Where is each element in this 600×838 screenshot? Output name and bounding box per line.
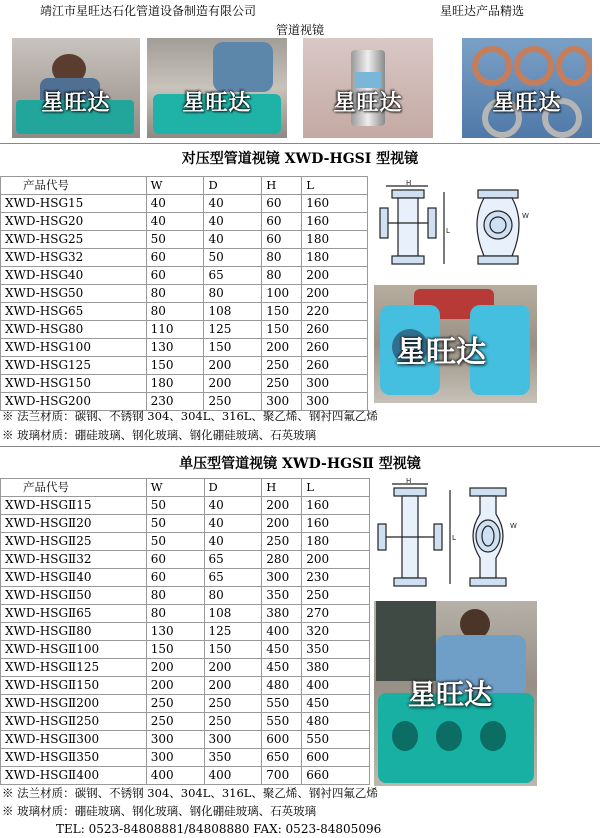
table-cell: 400 [302, 677, 370, 695]
table-row [1, 339, 368, 357]
table-cell: XWD-HSGⅡ250 [1, 713, 147, 731]
table-row [1, 195, 368, 213]
column-header: 产品代号 [1, 177, 147, 195]
table-cell: 250 [204, 695, 262, 713]
table-cell: 160 [302, 497, 370, 515]
table-cell: 80 [146, 285, 204, 303]
table-cell: 125 [204, 623, 262, 641]
table-cell: 320 [302, 623, 370, 641]
table-cell: 150 [204, 641, 262, 659]
table-cell: 250 [302, 587, 370, 605]
glass-material-note: ※ 玻璃材质：硼硅玻璃、钢化玻璃、钢化硼硅玻璃、石英玻璃 [2, 804, 317, 818]
photo-watermark: 星旺达 [408, 678, 493, 711]
photo-watermark: 星旺达 [41, 91, 111, 116]
table-row [1, 767, 370, 785]
table-cell: XWD-HSG125 [1, 357, 147, 375]
photo-blue-sightglass [374, 285, 537, 403]
photo-sightglass-set [462, 38, 592, 138]
table-cell: 160 [302, 515, 370, 533]
photo-worker-2 [147, 38, 287, 138]
table-cell: 60 [262, 195, 302, 213]
table-cell: 80 [204, 285, 262, 303]
table-cell: 180 [302, 249, 368, 267]
table-cell: XWD-HSG40 [1, 267, 147, 285]
table-cell: XWD-HSGⅡ15 [1, 497, 147, 515]
table-row [1, 641, 370, 659]
table-cell: 160 [302, 213, 368, 231]
table-cell: 40 [204, 213, 262, 231]
technical-drawing-hgs1 [372, 178, 540, 276]
table-cell: XWD-HSG20 [1, 213, 147, 231]
company-name: 靖江市星旺达石化管道设备制造有限公司 [40, 4, 257, 18]
table-cell: XWD-HSG80 [1, 321, 147, 339]
table-cell: 80 [146, 587, 204, 605]
table-cell: 200 [302, 285, 368, 303]
page-subtitle: 管道视镜 [275, 23, 324, 37]
table-cell: 180 [302, 231, 368, 249]
table-cell: 230 [302, 569, 370, 587]
table-cell: 80 [262, 249, 302, 267]
table-cell: 60 [262, 213, 302, 231]
table-cell: XWD-HSG150 [1, 375, 147, 393]
table-row [1, 213, 368, 231]
dim-label-w: W [522, 212, 529, 220]
table-row [1, 267, 368, 285]
table-cell: XWD-HSGⅡ80 [1, 623, 147, 641]
dim-label-w: W [510, 522, 517, 530]
table-row [1, 551, 370, 569]
table-row [1, 731, 370, 749]
table-cell: XWD-HSGⅡ350 [1, 749, 147, 767]
table-header-row [1, 177, 368, 195]
table-cell: 260 [302, 357, 368, 375]
column-header: H [262, 479, 302, 497]
table-row [1, 285, 368, 303]
table-cell: XWD-HSGⅡ32 [1, 551, 147, 569]
table-cell: 550 [262, 695, 302, 713]
table-cell: XWD-HSGⅡ125 [1, 659, 147, 677]
photo-worker-1 [12, 38, 140, 138]
dim-label-l: L [446, 227, 450, 235]
table-cell: 220 [302, 303, 368, 321]
table-cell: 200 [262, 339, 302, 357]
table-cell: 700 [262, 767, 302, 785]
table-cell: 350 [262, 587, 302, 605]
table-cell: 40 [146, 195, 204, 213]
divider [0, 446, 600, 447]
table-cell: 50 [146, 533, 204, 551]
table-cell: 250 [204, 393, 262, 411]
table-cell: XWD-HSG50 [1, 285, 147, 303]
table-row [1, 605, 370, 623]
table-cell: 200 [302, 551, 370, 569]
table-cell: 200 [302, 267, 368, 285]
table-cell: 300 [204, 731, 262, 749]
table-cell: 300 [302, 393, 368, 411]
table-cell: 650 [262, 749, 302, 767]
table-cell: 200 [262, 497, 302, 515]
column-header: W [146, 479, 204, 497]
table-row [1, 357, 368, 375]
table-cell: XWD-HSG200 [1, 393, 147, 411]
table-cell: 180 [302, 533, 370, 551]
table-row [1, 623, 370, 641]
table-cell: 80 [146, 303, 204, 321]
photo-watermark: 星旺达 [182, 91, 252, 116]
table-row [1, 497, 370, 515]
table-row [1, 533, 370, 551]
table-cell: 110 [146, 321, 204, 339]
table-cell: 40 [146, 213, 204, 231]
table-cell: 200 [204, 357, 262, 375]
table-row [1, 713, 370, 731]
table-cell: 150 [146, 357, 204, 375]
table-cell: 100 [262, 285, 302, 303]
table-cell: XWD-HSGⅡ25 [1, 533, 147, 551]
column-header: L [302, 479, 370, 497]
table-cell: 130 [146, 339, 204, 357]
table-cell: 65 [204, 569, 262, 587]
table-cell: 180 [146, 375, 204, 393]
table-cell: 400 [262, 623, 302, 641]
table-row [1, 695, 370, 713]
table-cell: 350 [302, 641, 370, 659]
table-cell: 60 [146, 267, 204, 285]
table-cell: XWD-HSGⅡ50 [1, 587, 147, 605]
photo-watermark: 星旺达 [396, 335, 486, 370]
photo-watermark: 星旺达 [492, 91, 562, 116]
table-cell: 60 [262, 231, 302, 249]
table-cell: 550 [302, 731, 370, 749]
table-cell: 350 [204, 749, 262, 767]
table-cell: 65 [204, 267, 262, 285]
table-cell: 230 [146, 393, 204, 411]
table-row [1, 303, 368, 321]
table-cell: XWD-HSGⅡ200 [1, 695, 147, 713]
table-cell: 125 [204, 321, 262, 339]
table-cell: 200 [146, 677, 204, 695]
table-cell: 250 [262, 375, 302, 393]
photo-watermark: 星旺达 [333, 91, 403, 116]
table-cell: XWD-HSG65 [1, 303, 147, 321]
table-header-row [1, 479, 370, 497]
table-cell: 300 [146, 749, 204, 767]
table-cell: 130 [146, 623, 204, 641]
table-cell: 450 [262, 641, 302, 659]
table-cell: 450 [262, 659, 302, 677]
table-cell: 280 [262, 551, 302, 569]
table-cell: 50 [146, 497, 204, 515]
table-cell: 450 [302, 695, 370, 713]
table-cell: 50 [204, 249, 262, 267]
table-cell: 380 [262, 605, 302, 623]
table-cell: 260 [302, 339, 368, 357]
dim-label-l: L [452, 534, 456, 542]
table-cell: 250 [146, 695, 204, 713]
table-cell: 400 [204, 767, 262, 785]
table-cell: 600 [262, 731, 302, 749]
table-cell: 200 [204, 677, 262, 695]
table-cell: 260 [302, 321, 368, 339]
table-cell: 60 [146, 551, 204, 569]
section2-title: 单压型管道视镜 XWD-HGSⅡ 型视镜 [179, 456, 421, 472]
table-cell: 60 [146, 249, 204, 267]
table-cell: 80 [262, 267, 302, 285]
table-cell: 50 [146, 231, 204, 249]
table-cell: 150 [262, 321, 302, 339]
table-cell: XWD-HSGⅡ100 [1, 641, 147, 659]
divider [0, 143, 600, 144]
table-cell: 200 [204, 659, 262, 677]
table-cell: 65 [204, 551, 262, 569]
table-cell: 80 [146, 605, 204, 623]
table-cell: XWD-HSGⅡ400 [1, 767, 147, 785]
photo-steel-sightglass [303, 38, 433, 138]
table-cell: 480 [262, 677, 302, 695]
table-row [1, 375, 368, 393]
table-cell: 660 [302, 767, 370, 785]
table-row [1, 677, 370, 695]
table-cell: 80 [204, 587, 262, 605]
column-header: 产品代号 [1, 479, 147, 497]
table-row [1, 515, 370, 533]
table-cell: 108 [204, 303, 262, 321]
table-cell: XWD-HSGⅡ40 [1, 569, 147, 587]
glass-material-note: ※ 玻璃材质：硼硅玻璃、钢化玻璃、钢化硼硅玻璃、石英玻璃 [2, 428, 317, 442]
spec-table-hgs2 [0, 478, 370, 785]
table-cell: 300 [146, 731, 204, 749]
table-row [1, 231, 368, 249]
table-cell: 270 [302, 605, 370, 623]
column-header: D [204, 177, 262, 195]
table-cell: 250 [262, 533, 302, 551]
table-cell: 40 [204, 515, 262, 533]
table-cell: 200 [262, 515, 302, 533]
table-cell: 250 [262, 357, 302, 375]
table-row [1, 249, 368, 267]
table-row [1, 587, 370, 605]
section1-title: 对压型管道视镜 XWD-HGSI 型视镜 [181, 151, 419, 167]
table-cell: 300 [262, 569, 302, 587]
table-cell: XWD-HSGⅡ150 [1, 677, 147, 695]
table-cell: 600 [302, 749, 370, 767]
column-header: L [302, 177, 368, 195]
spec-table-hgs1 [0, 176, 368, 411]
table-cell: XWD-HSG15 [1, 195, 147, 213]
table-cell: XWD-HSGⅡ300 [1, 731, 147, 749]
table-cell: 40 [204, 195, 262, 213]
table-cell: 40 [204, 533, 262, 551]
table-row [1, 569, 370, 587]
table-row [1, 659, 370, 677]
column-header: W [146, 177, 204, 195]
technical-drawing-hgs2 [372, 478, 522, 596]
table-cell: 400 [146, 767, 204, 785]
table-cell: XWD-HSGⅡ65 [1, 605, 147, 623]
table-cell: XWD-HSG32 [1, 249, 147, 267]
table-cell: 380 [302, 659, 370, 677]
table-cell: XWD-HSGⅡ20 [1, 515, 147, 533]
table-row [1, 749, 370, 767]
table-cell: XWD-HSG25 [1, 231, 147, 249]
table-cell: XWD-HSG100 [1, 339, 147, 357]
table-cell: 40 [204, 497, 262, 515]
table-row [1, 321, 368, 339]
photo-worker-pipes [374, 601, 537, 786]
table-cell: 200 [146, 659, 204, 677]
table-cell: 250 [204, 713, 262, 731]
table-cell: 150 [262, 303, 302, 321]
table-cell: 108 [204, 605, 262, 623]
table-cell: 40 [204, 231, 262, 249]
table-cell: 550 [262, 713, 302, 731]
table-cell: 300 [262, 393, 302, 411]
table-cell: 150 [204, 339, 262, 357]
contact-footer: TEL: 0523-84808881/84808880 FAX: 0523-84805096 [56, 822, 382, 836]
table-cell: 160 [302, 195, 368, 213]
dim-label-h: H [406, 478, 412, 485]
flange-material-note: ※ 法兰材质：碳钢、不锈钢 304、304L、316L、聚乙烯、钢衬四氟乙烯 [2, 409, 378, 423]
table-cell: 300 [302, 375, 368, 393]
table-cell: 480 [302, 713, 370, 731]
table-cell: 150 [146, 641, 204, 659]
table-cell: 60 [146, 569, 204, 587]
table-cell: 250 [146, 713, 204, 731]
dim-label-h: H [406, 179, 412, 187]
brand-slogan: 星旺达产品精选 [440, 4, 525, 18]
table-cell: 200 [204, 375, 262, 393]
column-header: D [204, 479, 262, 497]
table-cell: 50 [146, 515, 204, 533]
flange-material-note: ※ 法兰材质：碳钢、不锈钢 304、304L、316L、聚乙烯、钢衬四氟乙烯 [2, 786, 378, 800]
column-header: H [262, 177, 302, 195]
